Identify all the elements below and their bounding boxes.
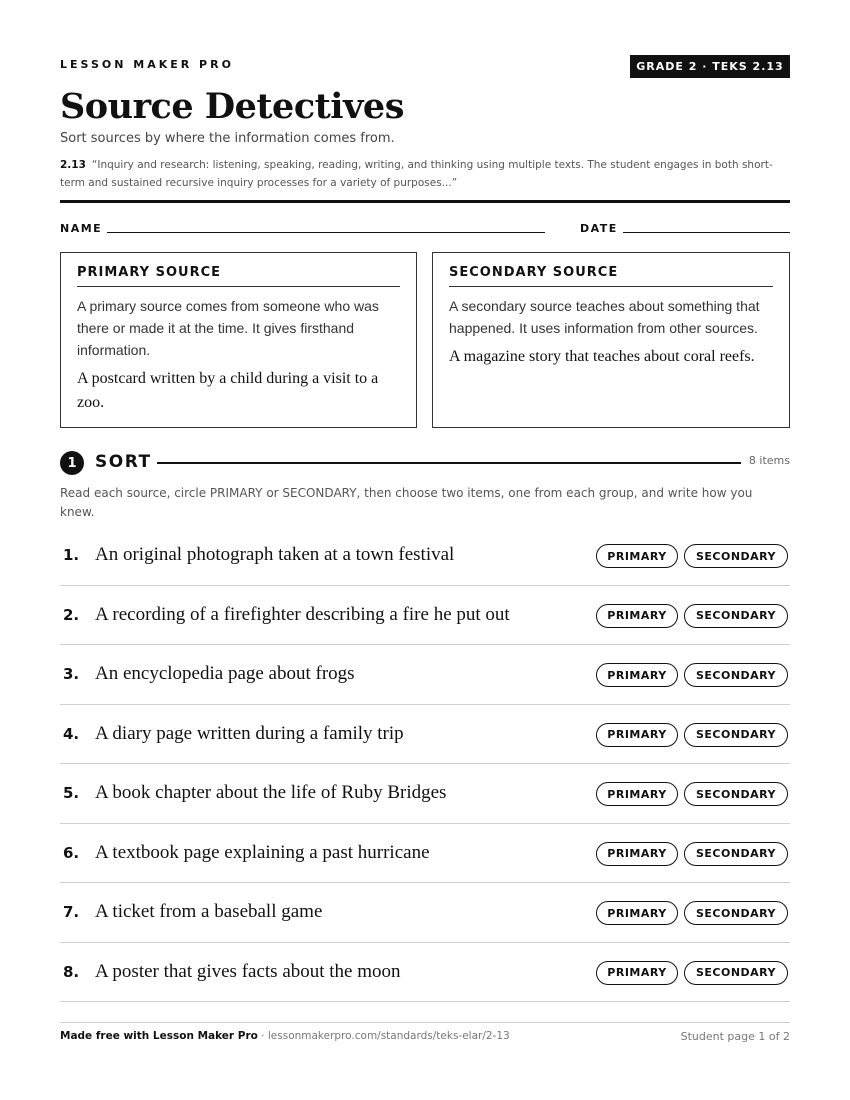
item-number: 5. [63, 784, 80, 802]
standard-code: 2.13 [60, 159, 86, 171]
footer-credit [60, 1030, 510, 1042]
name-field[interactable] [107, 232, 545, 233]
grade-badge: GRADE 2 · TEKS 2.13 [630, 55, 790, 78]
list-item [60, 824, 790, 884]
secondary-choice-button[interactable]: SECONDARY [684, 544, 788, 568]
primary-choice-button[interactable]: PRIMARY [596, 604, 678, 628]
list-item [60, 645, 790, 705]
date-label: DATE [580, 222, 618, 235]
brand-name: LESSON MAKER PRO [60, 58, 234, 71]
list-item [60, 705, 790, 765]
list-item [60, 883, 790, 943]
footer-url[interactable]: · lessonmakerpro.com/standards/teks-elar/2-13 [257, 1030, 510, 1042]
item-text: A book chapter about the life of Ruby Bridges [95, 782, 447, 803]
secondary-choice-button[interactable]: SECONDARY [684, 901, 788, 925]
item-number: 7. [63, 903, 80, 921]
header-divider [60, 200, 790, 203]
section-title: SORT [95, 452, 152, 472]
item-text: An encyclopedia page about frogs [95, 663, 355, 684]
primary-choice-button[interactable]: PRIMARY [596, 901, 678, 925]
item-number: 1. [63, 546, 80, 564]
secondary-choice-button[interactable]: SECONDARY [684, 723, 788, 747]
page-title: Source Detectives [60, 86, 404, 127]
footer-divider [60, 1022, 790, 1023]
secondary-choice-button[interactable]: SECONDARY [684, 842, 788, 866]
primary-source-description: A primary source comes from someone who was there or made it at the time. It gives firsthand information. [77, 298, 379, 358]
secondary-source-description: A secondary source teaches about something that happened. It uses information from other sources. [449, 298, 760, 336]
footer-page-number: Student page 1 of 2 [680, 1030, 790, 1043]
item-text: A ticket from a baseball game [95, 901, 323, 922]
primary-source-heading: PRIMARY SOURCE [77, 265, 400, 287]
item-text: An original photograph taken at a town festival [95, 544, 455, 565]
primary-choice-button[interactable]: PRIMARY [596, 842, 678, 866]
secondary-source-heading: SECONDARY SOURCE [449, 265, 773, 287]
list-item [60, 586, 790, 646]
primary-choice-button[interactable]: PRIMARY [596, 663, 678, 687]
section-instructions: Read each source, circle PRIMARY or SECONDARY, then choose two items, one from each group, and write how you knew. [60, 486, 753, 519]
secondary-choice-button[interactable]: SECONDARY [684, 604, 788, 628]
item-text: A poster that gives facts about the moon [95, 960, 401, 982]
secondary-source-box [432, 252, 790, 428]
standard-text: “Inquiry and research: listening, speaking, reading, writing, and thinking using multiple texts. The student engages in both short-term and sustained recursive inquiry processes for a variety of purposes...” [60, 159, 773, 189]
secondary-source-example: A magazine story that teaches about coral reefs. [449, 348, 755, 365]
page-subtitle: Sort sources by where the information comes from. [60, 131, 395, 146]
worksheet-page [60, 0, 790, 1100]
list-item [60, 943, 790, 1003]
item-number: 3. [63, 665, 80, 683]
item-text: A recording of a firefighter describing a fire he put out [95, 603, 510, 625]
primary-source-example: A postcard written by a child during a visit to a zoo. [77, 370, 379, 411]
secondary-choice-button[interactable]: SECONDARY [684, 961, 788, 985]
list-item [60, 526, 790, 586]
secondary-choice-button[interactable]: SECONDARY [684, 663, 788, 687]
primary-source-box [60, 252, 417, 428]
item-text: A textbook page explaining a past hurricane [95, 841, 430, 863]
primary-choice-button[interactable]: PRIMARY [596, 782, 678, 806]
name-label: NAME [60, 222, 103, 235]
sort-items-list [60, 526, 790, 1002]
item-number: 6. [63, 843, 80, 862]
primary-choice-button[interactable]: PRIMARY [596, 961, 678, 985]
section-divider [157, 462, 741, 464]
date-field[interactable] [623, 232, 790, 233]
primary-choice-button[interactable]: PRIMARY [596, 723, 678, 747]
item-number: 4. [63, 724, 80, 743]
item-count: 8 items [748, 454, 790, 467]
item-number: 2. [63, 605, 80, 624]
primary-choice-button[interactable]: PRIMARY [596, 544, 678, 568]
secondary-choice-button[interactable]: SECONDARY [684, 782, 788, 806]
standard-description [60, 156, 790, 192]
section-number: 1 [60, 451, 84, 475]
item-text: A diary page written during a family trip [95, 722, 404, 744]
item-number: 8. [63, 962, 80, 981]
footer-made-with: Made free with Lesson Maker Pro [60, 1030, 258, 1042]
list-item [60, 764, 790, 824]
